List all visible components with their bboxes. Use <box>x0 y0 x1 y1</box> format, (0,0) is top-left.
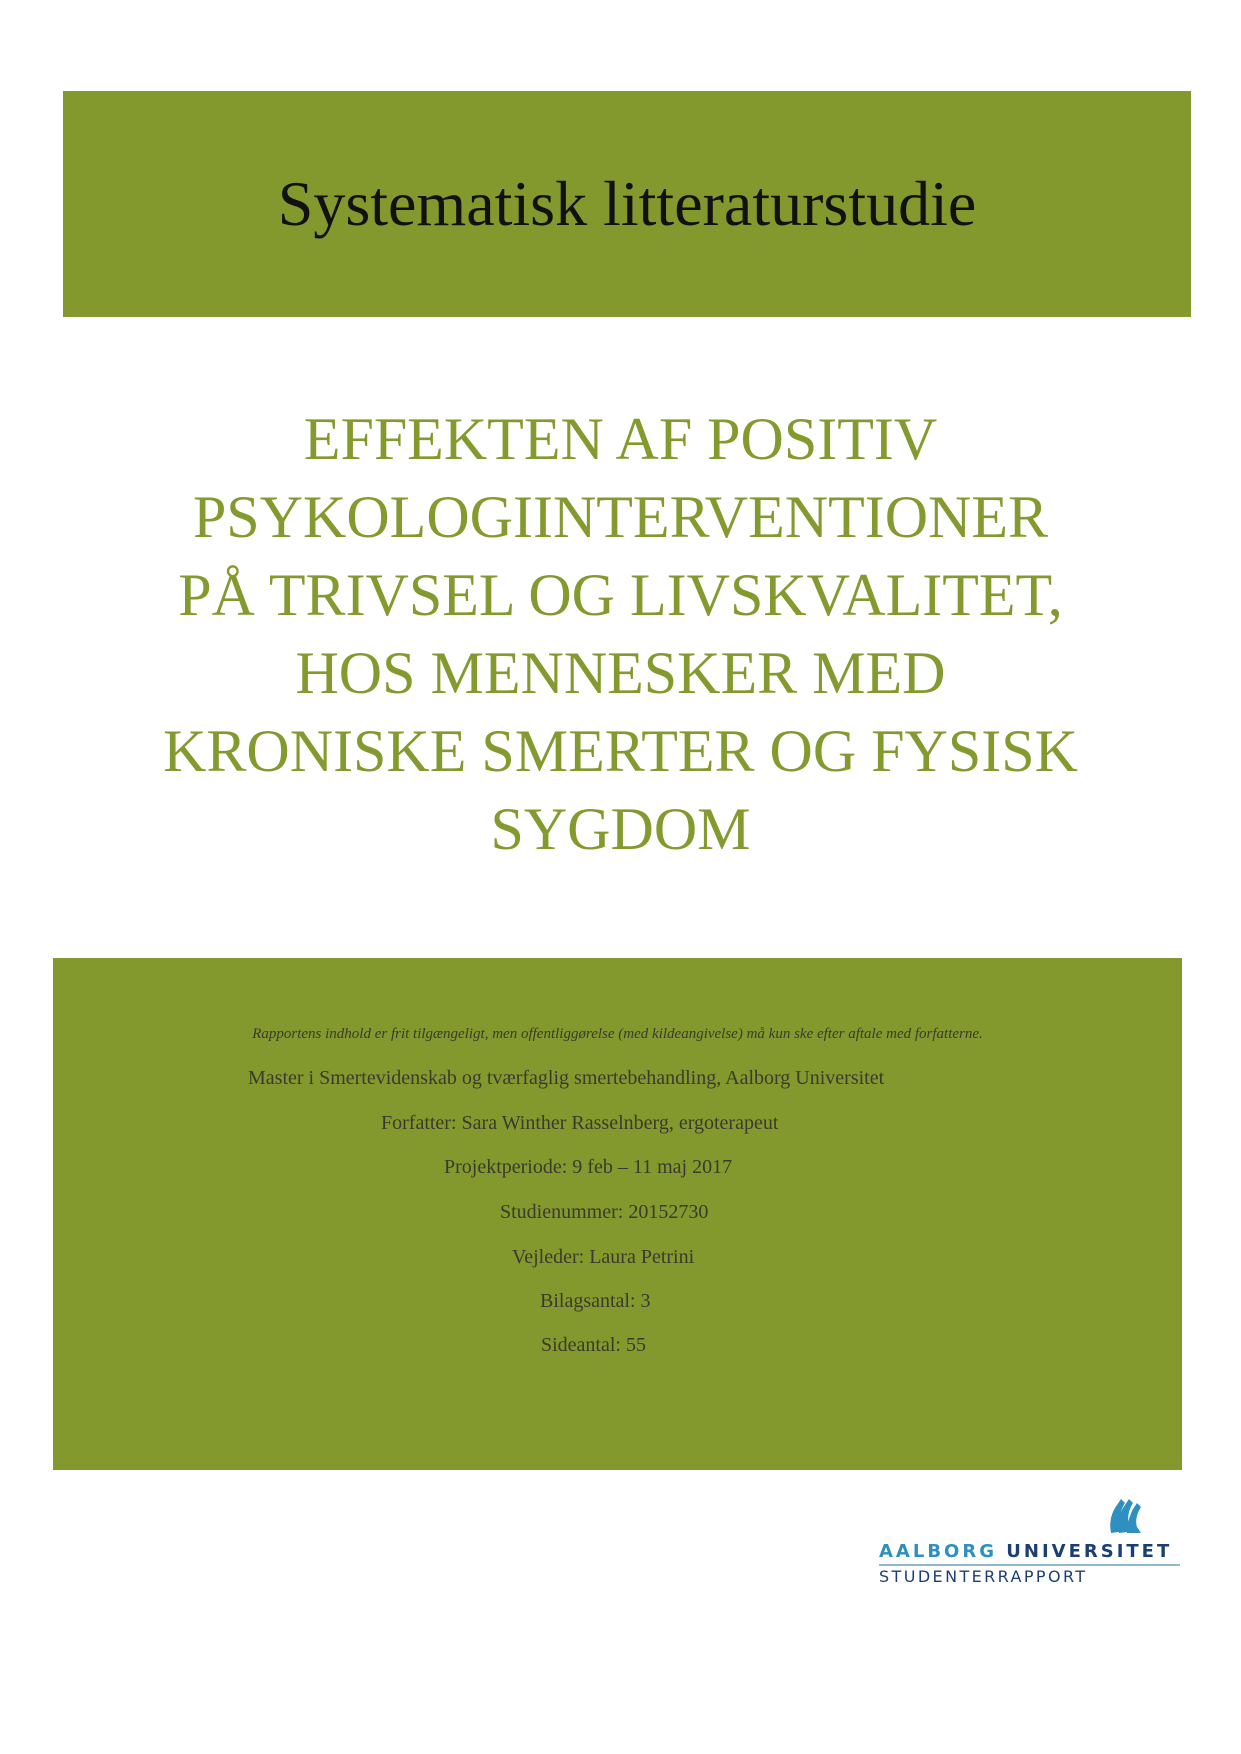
disclaimer-text: Rapportens indhold er frit tilgængeligt, men offentliggørelse (med kildeangivelse) må kun ske efter aftale med forfatterne. <box>252 1026 983 1042</box>
title-line: HOS MENNESKER MED <box>295 640 946 706</box>
title-line: SYGDOM <box>490 796 751 862</box>
author-text: Forfatter: Sara Winther Rasselnberg, ergoterapeut <box>381 1112 779 1134</box>
report-title <box>60 400 1181 868</box>
aau-waves-icon <box>1103 1495 1143 1535</box>
logo-wordmark: AALBORG UNIVERSITET <box>879 1541 1173 1562</box>
info-band <box>53 958 1182 1470</box>
logo-divider <box>879 1564 1180 1566</box>
title-line: EFFEKTEN AF POSITIV <box>303 406 938 472</box>
header-band <box>63 91 1191 317</box>
document-type-title: Systematisk litteraturstudie <box>277 168 977 239</box>
period-text: Projektperiode: 9 feb – 11 maj 2017 <box>444 1156 733 1178</box>
student-number-text: Studienummer: 20152730 <box>500 1201 709 1223</box>
pages-text: Sideantal: 55 <box>541 1334 646 1356</box>
title-line: PÅ TRIVSEL OG LIVSKVALITET, <box>178 562 1063 628</box>
title-line: PSYKOLOGIINTERVENTIONER <box>192 484 1049 550</box>
logo-subtitle: STUDENTERRAPPORT <box>879 1567 1088 1586</box>
supervisor-text: Vejleder: Laura Petrini <box>512 1246 695 1268</box>
program-text: Master i Smertevidenskab og tværfaglig smertebehandling, Aalborg Universitet <box>248 1067 885 1089</box>
appendices-text: Bilagsantal: 3 <box>540 1290 651 1312</box>
aau-logo <box>875 1495 1185 1585</box>
title-line: KRONISKE SMERTER OG FYSISK <box>163 718 1078 784</box>
